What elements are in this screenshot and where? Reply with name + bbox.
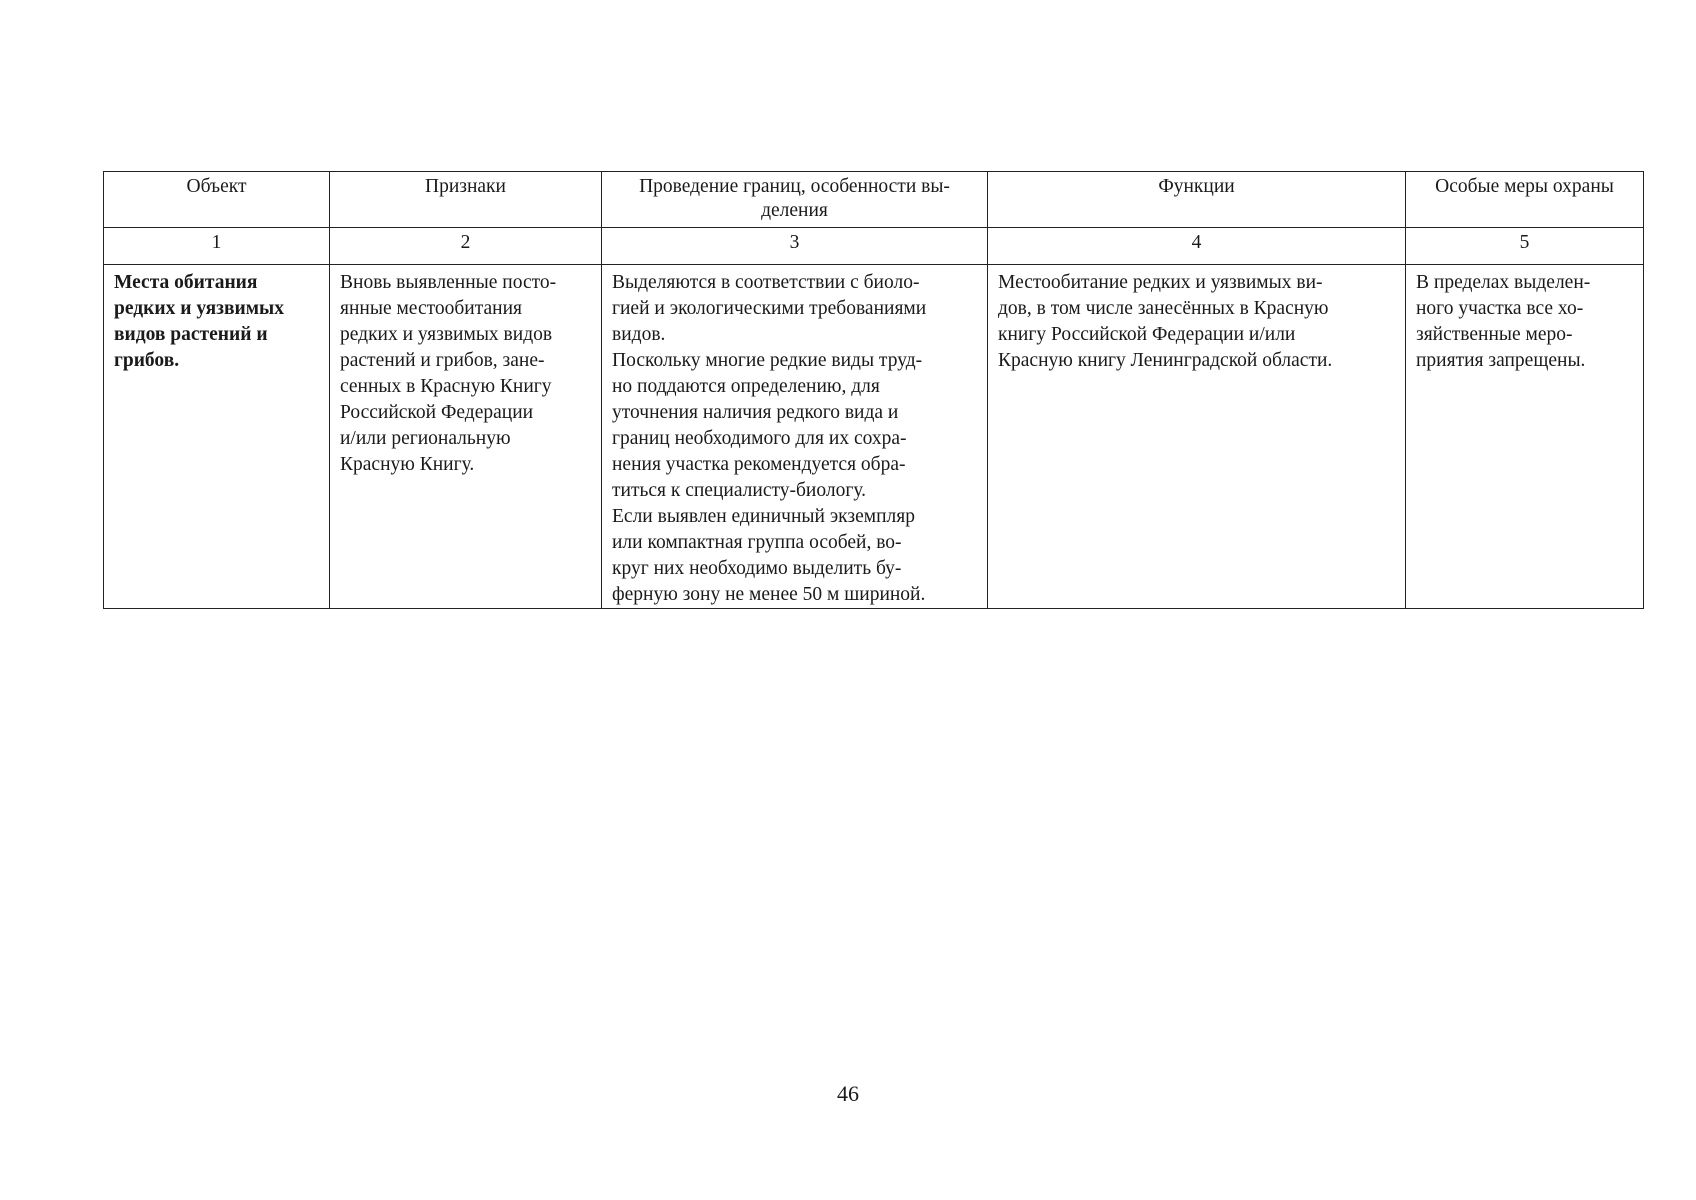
cell-text-line: нения участка рекомендуется обра- [612,454,906,475]
cell-text-line: Красную Книгу. [340,454,475,475]
cell-text-line: редких и уязвимых видов [340,324,553,345]
header-boundaries-line: деления [761,200,828,221]
cell-text-line: гией и экологическими требованиями [612,298,927,319]
cell-text-line: Российской Федерации [340,402,534,423]
cell-text-line: Если выявлен единичный экземпляр [612,506,915,527]
column-number: 5 [1406,228,1644,265]
cell-text-line: сенных в Красную Книгу [340,376,552,397]
cell-text-line: приятия запрещены. [1416,350,1586,371]
header-functions: Функции [988,172,1406,228]
cell-text-line: но поддаются определению, для [612,376,880,397]
cell-signs [330,265,602,609]
cell-text-line: растений и грибов, зане- [340,350,545,371]
cell-text-line: Красную книгу Ленинградской области. [998,350,1333,371]
cell-text-line: ферную зону не менее 50 м шириной. [612,584,926,605]
column-number: 2 [330,228,602,265]
column-number: 1 [104,228,330,265]
header-object: Объект [104,172,330,228]
header-signs: Признаки [330,172,602,228]
cell-measures [1406,265,1644,609]
cell-text-line: В пределах выделен- [1416,272,1591,293]
cell-functions [988,265,1406,609]
cell-text-line: редких и уязвимых [114,298,284,319]
cell-text-line: Местообитание редких и уязвимых ви- [998,272,1323,293]
cell-text-line: Поскольку многие редкие виды труд- [612,350,923,371]
cell-text-line: Места обитания [114,272,258,293]
table-header-row [104,172,1644,228]
cell-text-line: книгу Российской Федерации и/или [998,324,1296,345]
cell-text-line: титься к специалисту-биологу. [612,480,866,501]
table-row [104,265,1644,609]
cell-text-line: дов, в том числе занесённых в Красную [998,298,1329,319]
cell-text-line: янные местообитания [340,298,522,319]
header-boundaries [602,172,988,228]
cell-text-line: уточнения наличия редкого вида и [612,402,899,423]
column-number-row [104,228,1644,265]
cell-object [104,265,330,609]
page-number: 46 [837,1081,859,1106]
protection-measures-table [103,171,1644,609]
cell-text-line: круг них необходимо выделить бу- [612,558,902,579]
cell-boundaries [602,265,988,609]
header-measures: Особые меры охраны [1406,172,1644,228]
cell-text-line: Выделяются в соответствии с биоло- [612,272,920,293]
cell-text-line: зяйственные меро- [1416,324,1573,345]
cell-text-line: границ необходимого для их сохра- [612,428,907,449]
column-number: 3 [602,228,988,265]
cell-text-line: видов растений и [114,324,268,345]
cell-text-line: грибов. [114,350,180,371]
cell-text-line: или компактная группа особей, во- [612,532,902,553]
header-boundaries-line: Проведение границ, особенности вы- [639,176,950,197]
column-number: 4 [988,228,1406,265]
cell-text-line: видов. [612,324,666,345]
cell-text-line: ного участка все хо- [1416,298,1584,319]
cell-text-line: и/или региональную [340,428,511,449]
cell-text-line: Вновь выявленные посто- [340,272,557,293]
